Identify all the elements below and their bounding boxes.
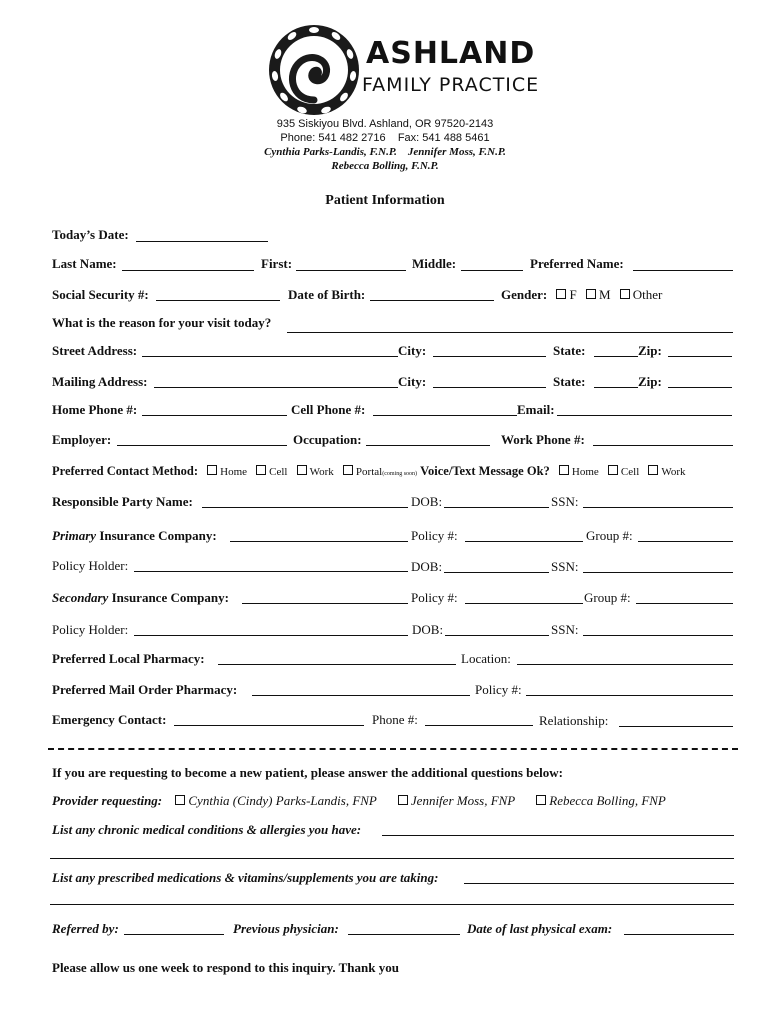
preferred-name-field[interactable] (633, 270, 733, 271)
secondary-holder-label: Policy Holder: (52, 622, 129, 637)
primary-holder-ssn-field[interactable] (583, 572, 733, 573)
mailing-field[interactable] (154, 387, 398, 388)
primary-holder-dob-label: DOB: (411, 559, 443, 574)
secondary-holder-field[interactable] (134, 635, 408, 636)
practice-logo (268, 22, 540, 122)
contact-cell-label: Cell (269, 466, 288, 478)
primary-policy-field[interactable] (465, 541, 583, 542)
responsible-dob-field[interactable] (444, 507, 549, 508)
secondary-group-field[interactable] (636, 603, 733, 604)
provider-jennifer-label: Jennifer Moss, FNP (410, 793, 516, 808)
provider-cynthia-label: Cynthia (Cindy) Parks-Landis, FNP (188, 793, 377, 808)
primary-insurance-company-word: Insurance Company: (99, 528, 217, 543)
contact-work-checkbox[interactable] (297, 465, 307, 475)
preferred-name-label: Preferred Name: (530, 256, 624, 271)
gender-other-label: Other (632, 287, 663, 302)
referred-by-label: Referred by: (52, 921, 119, 936)
reason-label: What is the reason for your visit today? (52, 315, 272, 330)
mail-pharmacy-field[interactable] (252, 695, 470, 696)
providers-line-2: Rebecca Bolling, F.N.P. (331, 160, 439, 172)
primary-holder-field[interactable] (134, 571, 408, 572)
home-phone-field[interactable] (142, 415, 287, 416)
responsible-dob-label: DOB: (411, 494, 443, 509)
provider-requesting-label: Provider requesting: (52, 793, 163, 808)
middle-name-field[interactable] (461, 270, 523, 271)
primary-word: Primary (52, 528, 97, 543)
primary-policy-label: Policy #: (411, 528, 458, 543)
medications-field-2[interactable] (50, 904, 734, 905)
secondary-policy-label: Policy #: (411, 590, 458, 605)
street-zip-field[interactable] (668, 356, 732, 357)
middle-name-label: Middle: (412, 256, 457, 271)
preferred-contact-label: Preferred Contact Method: (52, 464, 199, 478)
todays-date-field[interactable] (136, 241, 268, 242)
ssn-label: Social Security #: (52, 287, 149, 302)
mailing-city-field[interactable] (433, 387, 546, 388)
work-phone-field[interactable] (593, 445, 733, 446)
providers-line-1: Cynthia Parks-Landis, F.N.P. Jennifer Moss, F.N.P. (264, 146, 506, 158)
secondary-holder-dob-field[interactable] (445, 635, 549, 636)
dob-field[interactable] (370, 300, 494, 301)
preferred-contact-row (52, 464, 686, 479)
last-name-field[interactable] (122, 270, 254, 271)
medications-label: List any prescribed medications & vitamins/supplements you are taking: (52, 870, 439, 885)
provider-cynthia-checkbox[interactable] (175, 795, 185, 805)
contact-work-label: Work (309, 466, 334, 478)
contact-home-checkbox[interactable] (207, 465, 217, 475)
contact-portal-label: Portal (355, 466, 383, 478)
chronic-conditions-field-2[interactable] (50, 858, 734, 859)
street-state-field[interactable] (594, 356, 638, 357)
voice-text-label: Voice/Text Message Ok? (420, 464, 550, 478)
mail-pharmacy-policy-label: Policy #: (475, 682, 522, 697)
mailing-label: Mailing Address: (52, 374, 148, 389)
page-title: Patient Information (325, 193, 445, 208)
mailing-state-label: State: (553, 374, 586, 389)
provider-rebecca-label: Rebecca Bolling, FNP (549, 793, 666, 808)
last-physical-field[interactable] (624, 934, 734, 935)
primary-group-field[interactable] (638, 541, 733, 542)
voice-home-checkbox[interactable] (559, 465, 569, 475)
gender-group (501, 287, 662, 303)
secondary-word: Secondary (52, 590, 109, 605)
provider-rebecca-checkbox[interactable] (536, 795, 546, 805)
medications-field[interactable] (464, 883, 734, 884)
ssn-field[interactable] (156, 300, 280, 301)
emergency-contact-label: Emergency Contact: (52, 712, 167, 727)
work-phone-label: Work Phone #: (501, 432, 585, 447)
street-label: Street Address: (52, 343, 138, 358)
primary-holder-label: Policy Holder: (52, 558, 129, 573)
contact-portal-checkbox[interactable] (343, 465, 353, 475)
email-field[interactable] (557, 415, 732, 416)
emergency-phone-field[interactable] (425, 725, 533, 726)
occupation-label: Occupation: (293, 432, 362, 447)
secondary-group-label: Group #: (584, 590, 631, 605)
last-name-label: Last Name: (52, 256, 117, 271)
logo-title: ASHLAND (366, 36, 536, 71)
primary-insurance-label (52, 528, 217, 544)
new-patient-intro: If you are requesting to become a new patient, please answer the additional questions below: (52, 765, 563, 780)
secondary-holder-ssn-label: SSN: (551, 622, 579, 637)
cell-phone-label: Cell Phone #: (291, 402, 366, 417)
responsible-ssn-field[interactable] (583, 507, 733, 508)
gender-label: Gender: (501, 287, 548, 302)
responsible-party-field[interactable] (202, 507, 408, 508)
employer-label: Employer: (52, 432, 112, 447)
secondary-insurance-label (52, 590, 229, 606)
pharmacy-location-label: Location: (461, 651, 511, 666)
first-name-label: First: (261, 256, 293, 271)
secondary-insurance-company-word: Insurance Company: (111, 590, 229, 605)
contact-cell-checkbox[interactable] (256, 465, 266, 475)
mail-pharmacy-policy-field[interactable] (526, 695, 733, 696)
contact-home-label: Home (220, 466, 248, 478)
local-pharmacy-field[interactable] (218, 664, 456, 665)
primary-group-label: Group #: (586, 528, 633, 543)
previous-physician-label: Previous physician: (233, 921, 339, 936)
secondary-policy-field[interactable] (465, 603, 583, 604)
mailing-zip-field[interactable] (668, 387, 732, 388)
emergency-relationship-field[interactable] (619, 726, 733, 727)
employer-field[interactable] (117, 445, 287, 446)
chronic-conditions-field[interactable] (382, 835, 734, 836)
email-label: Email: (517, 402, 555, 417)
phone-fax: Phone: 541 482 2716 Fax: 541 488 5461 (280, 132, 490, 144)
chronic-conditions-label: List any chronic medical conditions & allergies you have: (52, 822, 362, 837)
responsible-ssn-label: SSN: (551, 494, 579, 509)
closing-note: Please allow us one week to respond to this inquiry. Thank you (52, 960, 399, 975)
gender-m-label: M (598, 287, 611, 302)
street-zip-label: Zip: (638, 343, 662, 358)
secondary-insurance-field[interactable] (242, 603, 408, 604)
cell-phone-field[interactable] (373, 415, 517, 416)
secondary-holder-dob-label: DOB: (412, 622, 444, 637)
coming-soon-note: (coming soon) (382, 471, 418, 477)
section-divider (48, 748, 738, 750)
local-pharmacy-label: Preferred Local Pharmacy: (52, 651, 205, 666)
gender-f-label: F (569, 287, 577, 302)
street-state-label: State: (553, 343, 586, 358)
street-city-label: City: (398, 343, 427, 358)
provider-requesting-row (52, 793, 666, 809)
logo-subtitle: FAMILY PRACTICE (362, 74, 540, 96)
primary-holder-ssn-label: SSN: (551, 559, 579, 574)
dob-label: Date of Birth: (288, 287, 366, 302)
voice-cell-checkbox[interactable] (608, 465, 618, 475)
mailing-city-label: City: (398, 374, 427, 389)
last-physical-label: Date of last physical exam: (467, 921, 613, 936)
emergency-phone-label: Phone #: (372, 712, 418, 727)
emergency-relationship-label: Relationship: (539, 713, 609, 728)
gender-m-checkbox[interactable] (586, 289, 596, 299)
pharmacy-location-field[interactable] (517, 664, 733, 665)
provider-jennifer-checkbox[interactable] (398, 795, 408, 805)
gender-f-checkbox[interactable] (556, 289, 566, 299)
mailing-state-field[interactable] (594, 387, 638, 388)
reason-field[interactable] (287, 332, 733, 333)
responsible-party-label: Responsible Party Name: (52, 494, 193, 509)
swirl-logo-icon (268, 22, 360, 118)
mailing-zip-label: Zip: (638, 374, 662, 389)
referred-by-field[interactable] (124, 934, 224, 935)
occupation-field[interactable] (366, 445, 490, 446)
voice-work-label: Work (661, 466, 686, 478)
primary-insurance-field[interactable] (230, 541, 408, 542)
voice-home-label: Home (571, 466, 599, 478)
street-field[interactable] (142, 356, 398, 357)
first-name-field[interactable] (296, 270, 406, 271)
previous-physician-field[interactable] (348, 934, 460, 935)
voice-work-checkbox[interactable] (648, 465, 658, 475)
home-phone-label: Home Phone #: (52, 402, 138, 417)
voice-cell-label: Cell (620, 466, 640, 478)
address: 935 Siskiyou Blvd. Ashland, OR 97520-2143 (276, 118, 494, 130)
primary-holder-dob-field[interactable] (444, 572, 549, 573)
emergency-contact-field[interactable] (174, 725, 364, 726)
gender-other-checkbox[interactable] (620, 289, 630, 299)
street-city-field[interactable] (433, 356, 546, 357)
todays-date-label: Today’s Date: (52, 227, 129, 242)
mail-pharmacy-label: Preferred Mail Order Pharmacy: (52, 682, 238, 697)
secondary-holder-ssn-field[interactable] (583, 635, 733, 636)
